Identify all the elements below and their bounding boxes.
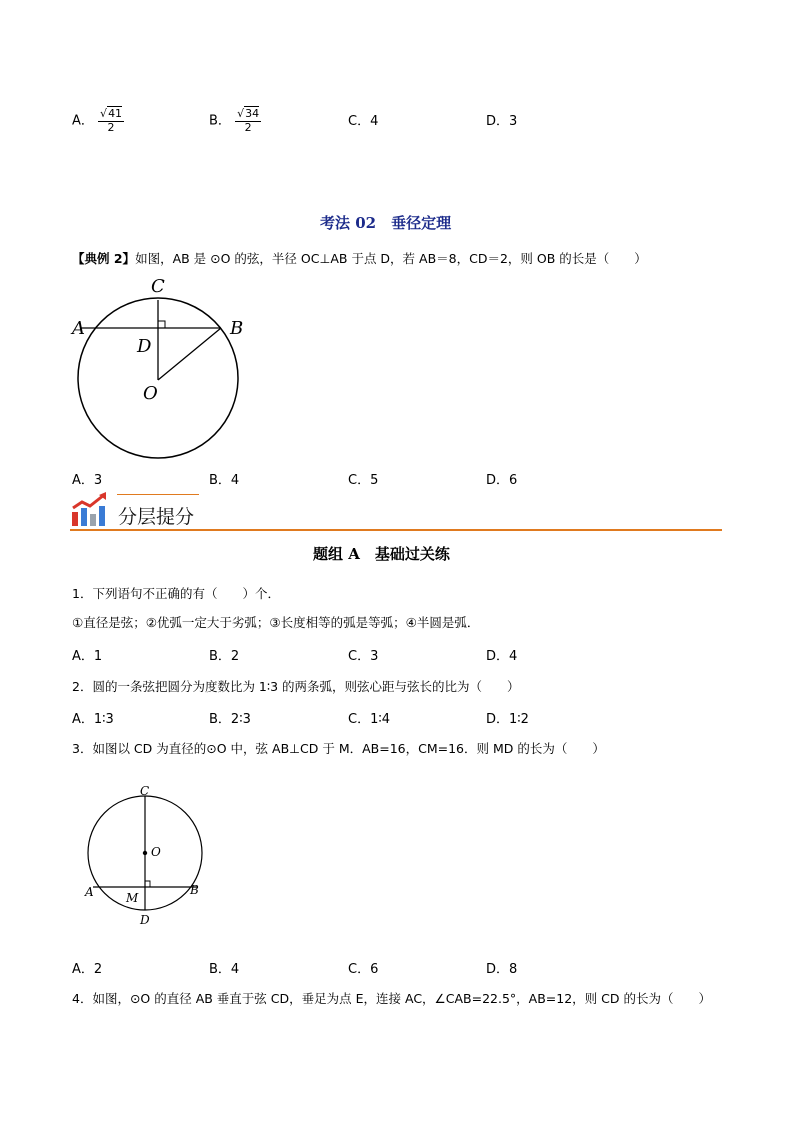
- q2-option-a: A．1∶3: [72, 712, 114, 727]
- label-c: C: [151, 276, 165, 297]
- q1-option-b: B．2: [209, 649, 240, 664]
- label-b: B: [230, 318, 244, 339]
- q4-stem: 4．如图，⊙O 的直径 AB 垂直于弦 CD，垂足为点 E，连接 AC，∠CAB=22.5°，AB=12，则 CD 的长为（ ）: [72, 991, 711, 1006]
- label-m: M: [126, 891, 139, 905]
- q1-stem: 1．下列语句不正确的有（ ）个．: [72, 586, 280, 601]
- q3-figure: [78, 780, 218, 930]
- q1-option-d: D．4: [486, 649, 518, 664]
- q2-option-c: C．1∶4: [348, 712, 391, 727]
- center-dot: [143, 851, 147, 855]
- q2-option-d: D．1∶2: [486, 712, 529, 727]
- example-2-stem: [72, 249, 647, 267]
- sqrt-fraction: $\frac{√34}{2}$: [237, 107, 260, 134]
- example-2-figure: [60, 270, 260, 470]
- option-label: A．: [72, 113, 94, 129]
- q2-stem: 2．圆的一条弦把圆分为度数比为 1∶3 的两条弧，则弦心距与弦长的比为（ ）: [72, 679, 520, 694]
- q1-option-a: A．1: [72, 649, 103, 664]
- option-label: B．: [209, 113, 231, 129]
- option-d-top: D．3: [486, 114, 518, 129]
- q3-option-b: B．4: [209, 962, 240, 977]
- option-a-top: [72, 108, 124, 134]
- option-c-top: C．4: [348, 114, 379, 129]
- section-title: 考法 02 垂径定理: [320, 214, 452, 232]
- q3-option-d: D．8: [486, 962, 518, 977]
- banner-top-line: [117, 494, 199, 495]
- growth-chart-icon: [70, 492, 110, 528]
- q1-option-c: C．3: [348, 649, 379, 664]
- group-a-title: 题组 A 基础过关练: [313, 545, 450, 563]
- segment-ob: [158, 328, 221, 380]
- q3-stem: 3．如图以 CD 为直径的⊙O 中，弦 AB⊥CD 于 M．AB=16，CM=16．则 MD 的长为（ ）: [72, 741, 605, 756]
- section-divider: [70, 529, 722, 531]
- example-tag: 【典例 2】: [72, 251, 136, 266]
- q2-option-b: B．2∶3: [209, 712, 251, 727]
- label-a: A: [85, 885, 94, 899]
- label-o: O: [151, 845, 161, 859]
- q1-sub: ①直径是弦；②优弧一定大于劣弧；③长度相等的弧是等弧；④半圆是弧．: [72, 615, 480, 630]
- right-angle-mark: [158, 321, 165, 328]
- q3-option-a: A．2: [72, 962, 103, 977]
- example-2-option-d: D．6: [486, 473, 518, 488]
- q3-option-c: C．6: [348, 962, 379, 977]
- label-a: A: [72, 318, 85, 339]
- label-c: C: [140, 784, 150, 798]
- example-text: 如图，AB 是 ⊙O 的弦，半径 OC⊥AB 于点 D，若 AB＝8，CD＝2，则 OB 的长是（ ）: [135, 251, 647, 266]
- label-o: O: [143, 383, 158, 404]
- right-angle-mark: [145, 881, 150, 887]
- option-b-top: [209, 108, 261, 134]
- label-b: B: [190, 883, 199, 897]
- label-d: D: [137, 336, 152, 357]
- example-2-option-a: A．3: [72, 473, 103, 488]
- banner-label: 分层提分: [118, 506, 195, 528]
- example-2-option-b: B．4: [209, 473, 240, 488]
- sqrt-fraction: $\frac{√41}{2}$: [100, 107, 123, 134]
- example-2-option-c: C．5: [348, 473, 379, 488]
- label-d: D: [140, 913, 150, 927]
